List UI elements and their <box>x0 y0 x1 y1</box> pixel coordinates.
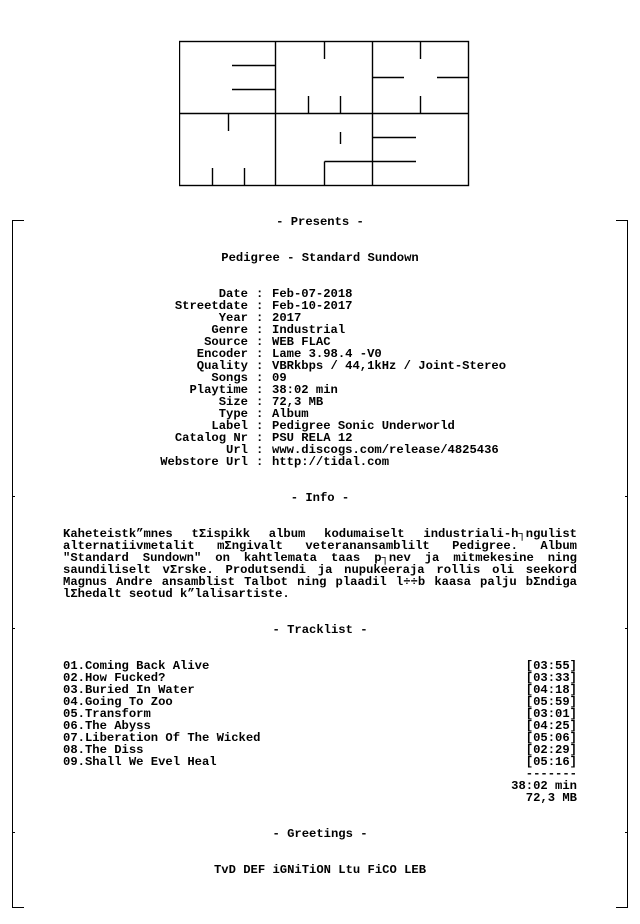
detail-row <box>0 360 640 372</box>
detail-separator: : <box>256 419 264 433</box>
detail-separator: : <box>256 299 264 313</box>
track-title: 05.Transform <box>63 707 151 721</box>
frame-left-bottom-tick <box>12 907 24 908</box>
detail-value: VBRkbps / 44,1kHz / Joint-Stereo <box>272 359 507 373</box>
release-title: Pedigree - Standard Sundown <box>221 251 419 265</box>
detail-key: Size <box>218 395 248 409</box>
tracklist-heading: - Tracklist - <box>272 623 368 637</box>
detail-key: Quality <box>196 359 248 373</box>
logo <box>179 40 471 188</box>
detail-key: Playtime <box>189 383 248 397</box>
track-row <box>63 756 577 768</box>
detail-value: Industrial <box>272 323 346 337</box>
info-paragraph: Kaheteistk”mnes tΣispikk album kodumaiselt industriali-h┐ngulist alternatiivmetalit mΣngivalt veteranansamblilt Pedigree. Album "Standard Sundown" on kahtlemata taas p┐nev ja mitmekesine ning saundiliselt vΣrske. Produtsendi ja nupukeeraja rollis oli seekord Magnus Andre ansamblist Talbot ning plaadil l÷÷b kaasa palju bΣndiga lΣhedalt seotud k”lalisartiste. <box>63 527 577 601</box>
detail-separator: : <box>256 395 264 409</box>
detail-key: Type <box>218 407 248 421</box>
detail-value: www.discogs.com/release/4825436 <box>272 443 499 457</box>
detail-key: Source <box>204 335 248 349</box>
detail-value: Lame 3.98.4 -V0 <box>272 347 382 361</box>
track-title: 01.Coming Back Alive <box>63 659 210 673</box>
track-duration: [05:06] <box>525 731 577 745</box>
info-heading: - Info - <box>290 491 350 505</box>
detail-separator: : <box>256 443 264 457</box>
detail-key: Url <box>226 443 248 457</box>
track-duration: [03:01] <box>525 707 577 721</box>
detail-separator: : <box>256 431 264 445</box>
detail-separator: : <box>256 287 264 301</box>
detail-key: Webstore Url <box>160 455 248 469</box>
total-separator: ------- <box>525 767 577 781</box>
greetings-heading: - Greetings - <box>272 827 368 841</box>
detail-separator: : <box>256 359 264 373</box>
detail-value: 2017 <box>272 311 302 325</box>
track-duration: [04:18] <box>525 683 577 697</box>
track-duration: [03:55] <box>525 659 577 673</box>
track-title: 02.How Fucked? <box>63 671 166 685</box>
detail-separator: : <box>256 347 264 361</box>
detail-key: Streetdate <box>174 299 248 313</box>
detail-separator: : <box>256 323 264 337</box>
detail-key: Year <box>218 311 248 325</box>
detail-row <box>0 456 640 468</box>
track-duration: [05:16] <box>525 755 577 769</box>
detail-separator: : <box>256 371 264 385</box>
detail-value: http://tidal.com <box>272 455 390 469</box>
track-duration: [02:29] <box>525 743 577 757</box>
track-title: 08.The Diss <box>63 743 144 757</box>
detail-key: Date <box>218 287 248 301</box>
detail-value: Feb-07-2018 <box>272 287 353 301</box>
track-title: 07.Liberation Of The Wicked <box>63 731 261 745</box>
detail-value: Feb-10-2017 <box>272 299 353 313</box>
track-duration: [03:33] <box>525 671 577 685</box>
detail-key: Encoder <box>196 347 248 361</box>
track-duration: [04:25] <box>525 719 577 733</box>
detail-key: Genre <box>211 323 248 337</box>
detail-value: WEB FLAC <box>272 335 331 349</box>
detail-separator: : <box>256 407 264 421</box>
detail-value: PSU RELA 12 <box>272 431 353 445</box>
detail-separator: : <box>256 335 264 349</box>
detail-key: Catalog Nr <box>174 431 248 445</box>
detail-value: 72,3 MB <box>272 395 324 409</box>
track-title: 09.Shall We Evel Heal <box>63 755 217 769</box>
track-title: 04.Going To Zoo <box>63 695 173 709</box>
track-title: 06.The Abyss <box>63 719 151 733</box>
detail-value: Pedigree Sonic Underworld <box>272 419 455 433</box>
detail-key: Songs <box>211 371 248 385</box>
total-playtime: 38:02 min <box>511 779 577 793</box>
frame-right-bottom-tick <box>616 907 628 908</box>
detail-value: Album <box>272 407 309 421</box>
detail-value: 09 <box>272 371 287 385</box>
presents-heading: - Presents - <box>276 215 364 229</box>
detail-separator: : <box>256 311 264 325</box>
detail-key: Label <box>211 419 248 433</box>
track-title: 03.Buried In Water <box>63 683 195 697</box>
track-duration: [05:59] <box>525 695 577 709</box>
detail-separator: : <box>256 455 264 469</box>
detail-row <box>0 300 640 312</box>
detail-separator: : <box>256 383 264 397</box>
greetings-text: TvD DEF iGNiTiON Ltu FiCO LEB <box>213 863 427 877</box>
detail-row <box>0 396 640 408</box>
detail-value: 38:02 min <box>272 383 338 397</box>
total-size: 72,3 MB <box>525 791 577 805</box>
